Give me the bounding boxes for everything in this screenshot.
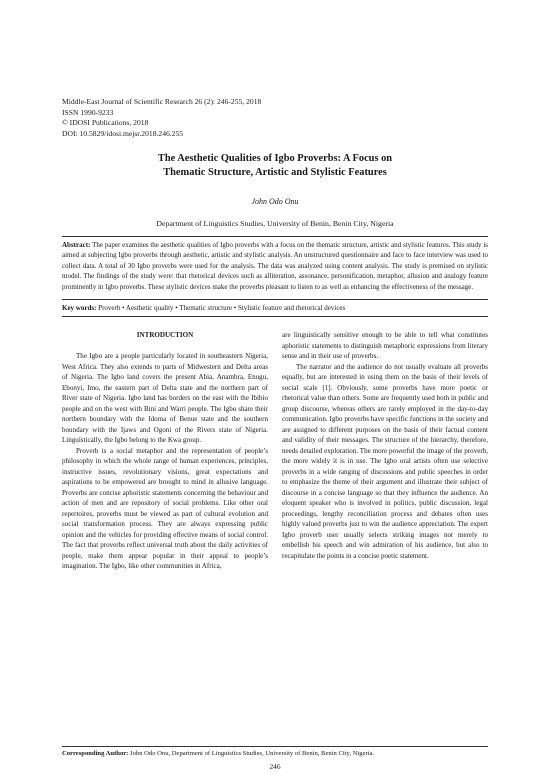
keywords-bottom-rule [62, 316, 488, 317]
paragraph: The narrator and the audience do not usually evaluate all proverbs equally, but are interested in using them on the basis of their levels of social scale [1]. Obviously, some proverbs have more poetic or rhetorical value than others. Some are frequently used both in public and group discourse, whereas others are rarely employed in the day-to-day communication. Igbo proverbs have specific functions in the society and are assigned to different purposes on the basis of their factual content and validity of their messages. The structure of the hierarchy, therefore, needs detailed exploration. The more powerful the image of the proverb, the more widely it is in use. The Igbo oral artists often use selective proverbs in a wide ranging of discussions and public speeches in order to emphasize the theme of their argument and illustrate their subject of discourse in a concise language so that they influence the audience. An eloquent speaker who is involved in politics, public discussion, legal proceedings, lengthy reconciliation process and debates often uses highly valued proverbs just to win the audience appreciation. The expert Igbo proverb user usually selects striking images not merely to embellish his speech and win admiration of his audience, but also to recapitulate the points in a concise poetic statement. [282, 362, 488, 560]
abstract [62, 240, 488, 292]
journal-header [62, 97, 261, 139]
paragraph: Proverb is a social metaphor and the representation of people’s philosophy in which the whole range of human experiences, principles, instructive issues, revolutionary visions, great expectations and aspirations to be empowered are brought to mind in allusive language. Proverbs are concise aphoristic statements concerning the behaviour and action of men and are repository of social problems. Like other oral repertoires, proverbs must be viewed as part of cultural evolution and social transformation process. They are always expressing public opinion and the vehicles for providing effective means of social control. The fact that proverbs reflect universal truth about the daily activities of people, make them appear popular in their appeal to people’s imagination. The Igbo, like other communities in Africa, [62, 446, 268, 570]
right-column [282, 330, 488, 561]
paper-title [62, 152, 488, 180]
abstract-text: The paper examines the aesthetic qualities of Igbo proverbs with a focus on the thematic structure, artistic and stylistic features. This study is aimed at subjecting Igbo proverbs through aesthetic, artistic and stylistic analysis. An unstructured questionnaire and face to face interview was used to collect data. A total of 30 Igbo proverbs were used for the analysis. The data was analyzed using content analysis. The study is premised on stylistic model. The findings of the study were: that rhetorical devices such as alliteration, assonance, personification, metaphor, allusion and analogy feature prominently in Igbo proverbs. These stylistic devices make the proverbs pleasant to listen to as well as enhancing the effectiveness of the message. [62, 241, 488, 291]
introduction-heading: INTRODUCTION [136, 331, 194, 339]
page-number: 246 [269, 762, 281, 771]
paragraph: are linguistically sensitive enough to be able to tell what constitutes aphoristic statements to distinguish metaphoric expressions from literary sense and in their use of proverbs. [282, 331, 488, 360]
abstract-label: Abstract: [62, 241, 91, 249]
abstract-bottom-rule [62, 299, 488, 300]
keywords-label: Key words: [62, 304, 97, 312]
corresponding-author [62, 750, 488, 757]
doi: DOI: 10.5829/idosi.mejsr.2018.246.255 [62, 128, 184, 138]
keywords-text: Proverb • Aesthetic quality • Thematic structure • Stylistic feature and rhetorical devices [98, 304, 346, 312]
keywords [62, 303, 488, 313]
footer-rule [62, 746, 488, 747]
title-line-1: The Aesthetic Qualities of Igbo Proverbs: A Focus on [157, 153, 393, 164]
copyright: © IDOSI Publications, 2018 [62, 118, 149, 128]
issn: ISSN 1990-9233 [62, 107, 114, 117]
affiliation: Department of Linguistics Studies, University of Benin, Benin City, Nigeria [156, 219, 394, 228]
title-line-2: Thematic Structure, Artistic and Stylistic Features [163, 167, 387, 178]
abstract-top-rule [62, 236, 488, 237]
author-name: John Odo Onu [251, 197, 299, 206]
corresponding-author-text: John Odo Onu, Department of Linguistics Studies, University of Benin, Benin City, Nigeria. [130, 750, 375, 757]
paper-page [62, 0, 488, 777]
corresponding-author-label: Corresponding Author: [62, 750, 129, 757]
journal-citation: Middle-East Journal of Scientific Research 26 (2): 246-255, 2018 [62, 97, 262, 106]
paragraph: The Igbo are a people particularly located in southeastern Nigeria, West Africa. They also extends to parts of Midwestern and Delta areas of Nigeria. The Igbo land covers the present Abia, Anambra, Enugu, Ebonyi, Imo, the eastern part of Delta state and the northern part of River state of Nigeria. Igbo land has borders on the east with the Ibibio people and on the west with Bini and Warri people. The Igbo share their northern boundary with the Idoma of Benue state and the southern boundary with the Ijaws and Ogoni of the Rivers state of Nigeria. Linguistically, the Igbo belong to the Kwa group. [62, 352, 268, 444]
left-column [62, 330, 268, 572]
